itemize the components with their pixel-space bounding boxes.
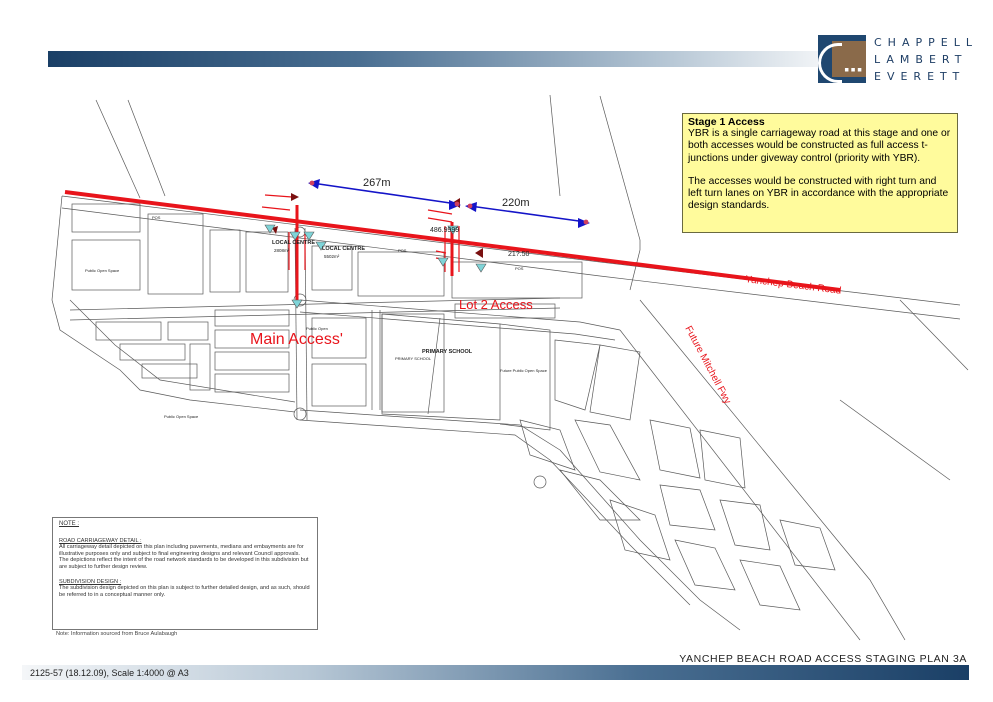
info-box-para-1: YBR is a single carriageway road at this stage and one or both accesses would be constructed as full access t-junctions under giveway control (priority with YBR). bbox=[688, 128, 951, 164]
stage-1-access-note bbox=[682, 113, 958, 233]
company-logo-icon: ▪▪▪ bbox=[818, 35, 866, 83]
road-label-mitchell: Future Mitchell Fwy bbox=[682, 324, 733, 406]
plan-title: YANCHEP BEACH ROAD ACCESS STAGING PLAN 3A bbox=[679, 653, 967, 665]
logo-line-2: LAMBERT bbox=[874, 53, 968, 66]
chainage-1: 486.9999 bbox=[430, 227, 460, 234]
info-box-para-2: The accesses would be constructed with right turn and left turn lanes on YBR in accordance with the appropriate design standards. bbox=[688, 175, 949, 212]
dimension-220m: 220m bbox=[502, 197, 530, 209]
note-body-carriageway: All carriageway detail depicted on this plan including pavements, medians and embayments are for illustrative purposes only and subject to final engineering designs and relevant Council approvals. The depictions reflect the intent of the road network standards to be developed in this subdivision but are subject to further design review. bbox=[59, 544, 309, 570]
dimension-arrowheads bbox=[308, 179, 590, 228]
public-open-space-2: Public Open Space bbox=[164, 414, 199, 419]
note-heading-subdivision: SUBDIVISION DESIGN : bbox=[59, 578, 122, 585]
source-note: Note: Information sourced from Bruce Aulabaugh bbox=[56, 631, 178, 637]
logo-line-1: CHAPPELL bbox=[874, 36, 978, 49]
pos-1: POS bbox=[152, 215, 161, 220]
local-centre-1: LOCAL CENTRE bbox=[272, 240, 315, 246]
future-public-open-space: Future Public Open Space bbox=[500, 368, 547, 373]
info-box-heading: Stage 1 Access bbox=[688, 116, 765, 128]
lot2-access-label: Lot 2 Access bbox=[459, 297, 533, 312]
notes-panel bbox=[52, 517, 318, 630]
chainage-2: 21?.50 bbox=[508, 251, 530, 258]
pos-3: POS bbox=[515, 266, 524, 271]
local-centre-2: LOCAL CENTRE bbox=[322, 246, 365, 252]
road-label-ybr: Yanchep Beach Road bbox=[744, 274, 842, 297]
note-body-subdivision: The subdivision design depicted on this plan is subject to further detailed design, and as such, should be referred to in a conceptual manner only. bbox=[59, 585, 310, 598]
main-access-label: Main Access' bbox=[250, 331, 343, 348]
primary-school-small: PRIMARY SCHOOL bbox=[395, 356, 432, 361]
logo-line-3: EVERETT bbox=[874, 70, 966, 83]
dimension-267m: 267m bbox=[363, 177, 391, 189]
pos-2: POS bbox=[398, 248, 407, 253]
primary-school: PRIMARY SCHOOL bbox=[422, 349, 473, 355]
note-title: NOTE : bbox=[59, 521, 80, 527]
local-centre-1-area: 2808m² bbox=[274, 248, 290, 253]
local-centre-2-area: 5502m² bbox=[324, 254, 340, 259]
plan-reference: 2125-57 (18.12.09), Scale 1:4000 @ A3 bbox=[30, 668, 189, 678]
public-open-3: Public Open bbox=[306, 326, 328, 331]
public-open-space-1: Public Open Space bbox=[85, 268, 120, 273]
note-heading-carriageway: ROAD CARRIAGEWAY DETAIL : bbox=[59, 537, 142, 544]
